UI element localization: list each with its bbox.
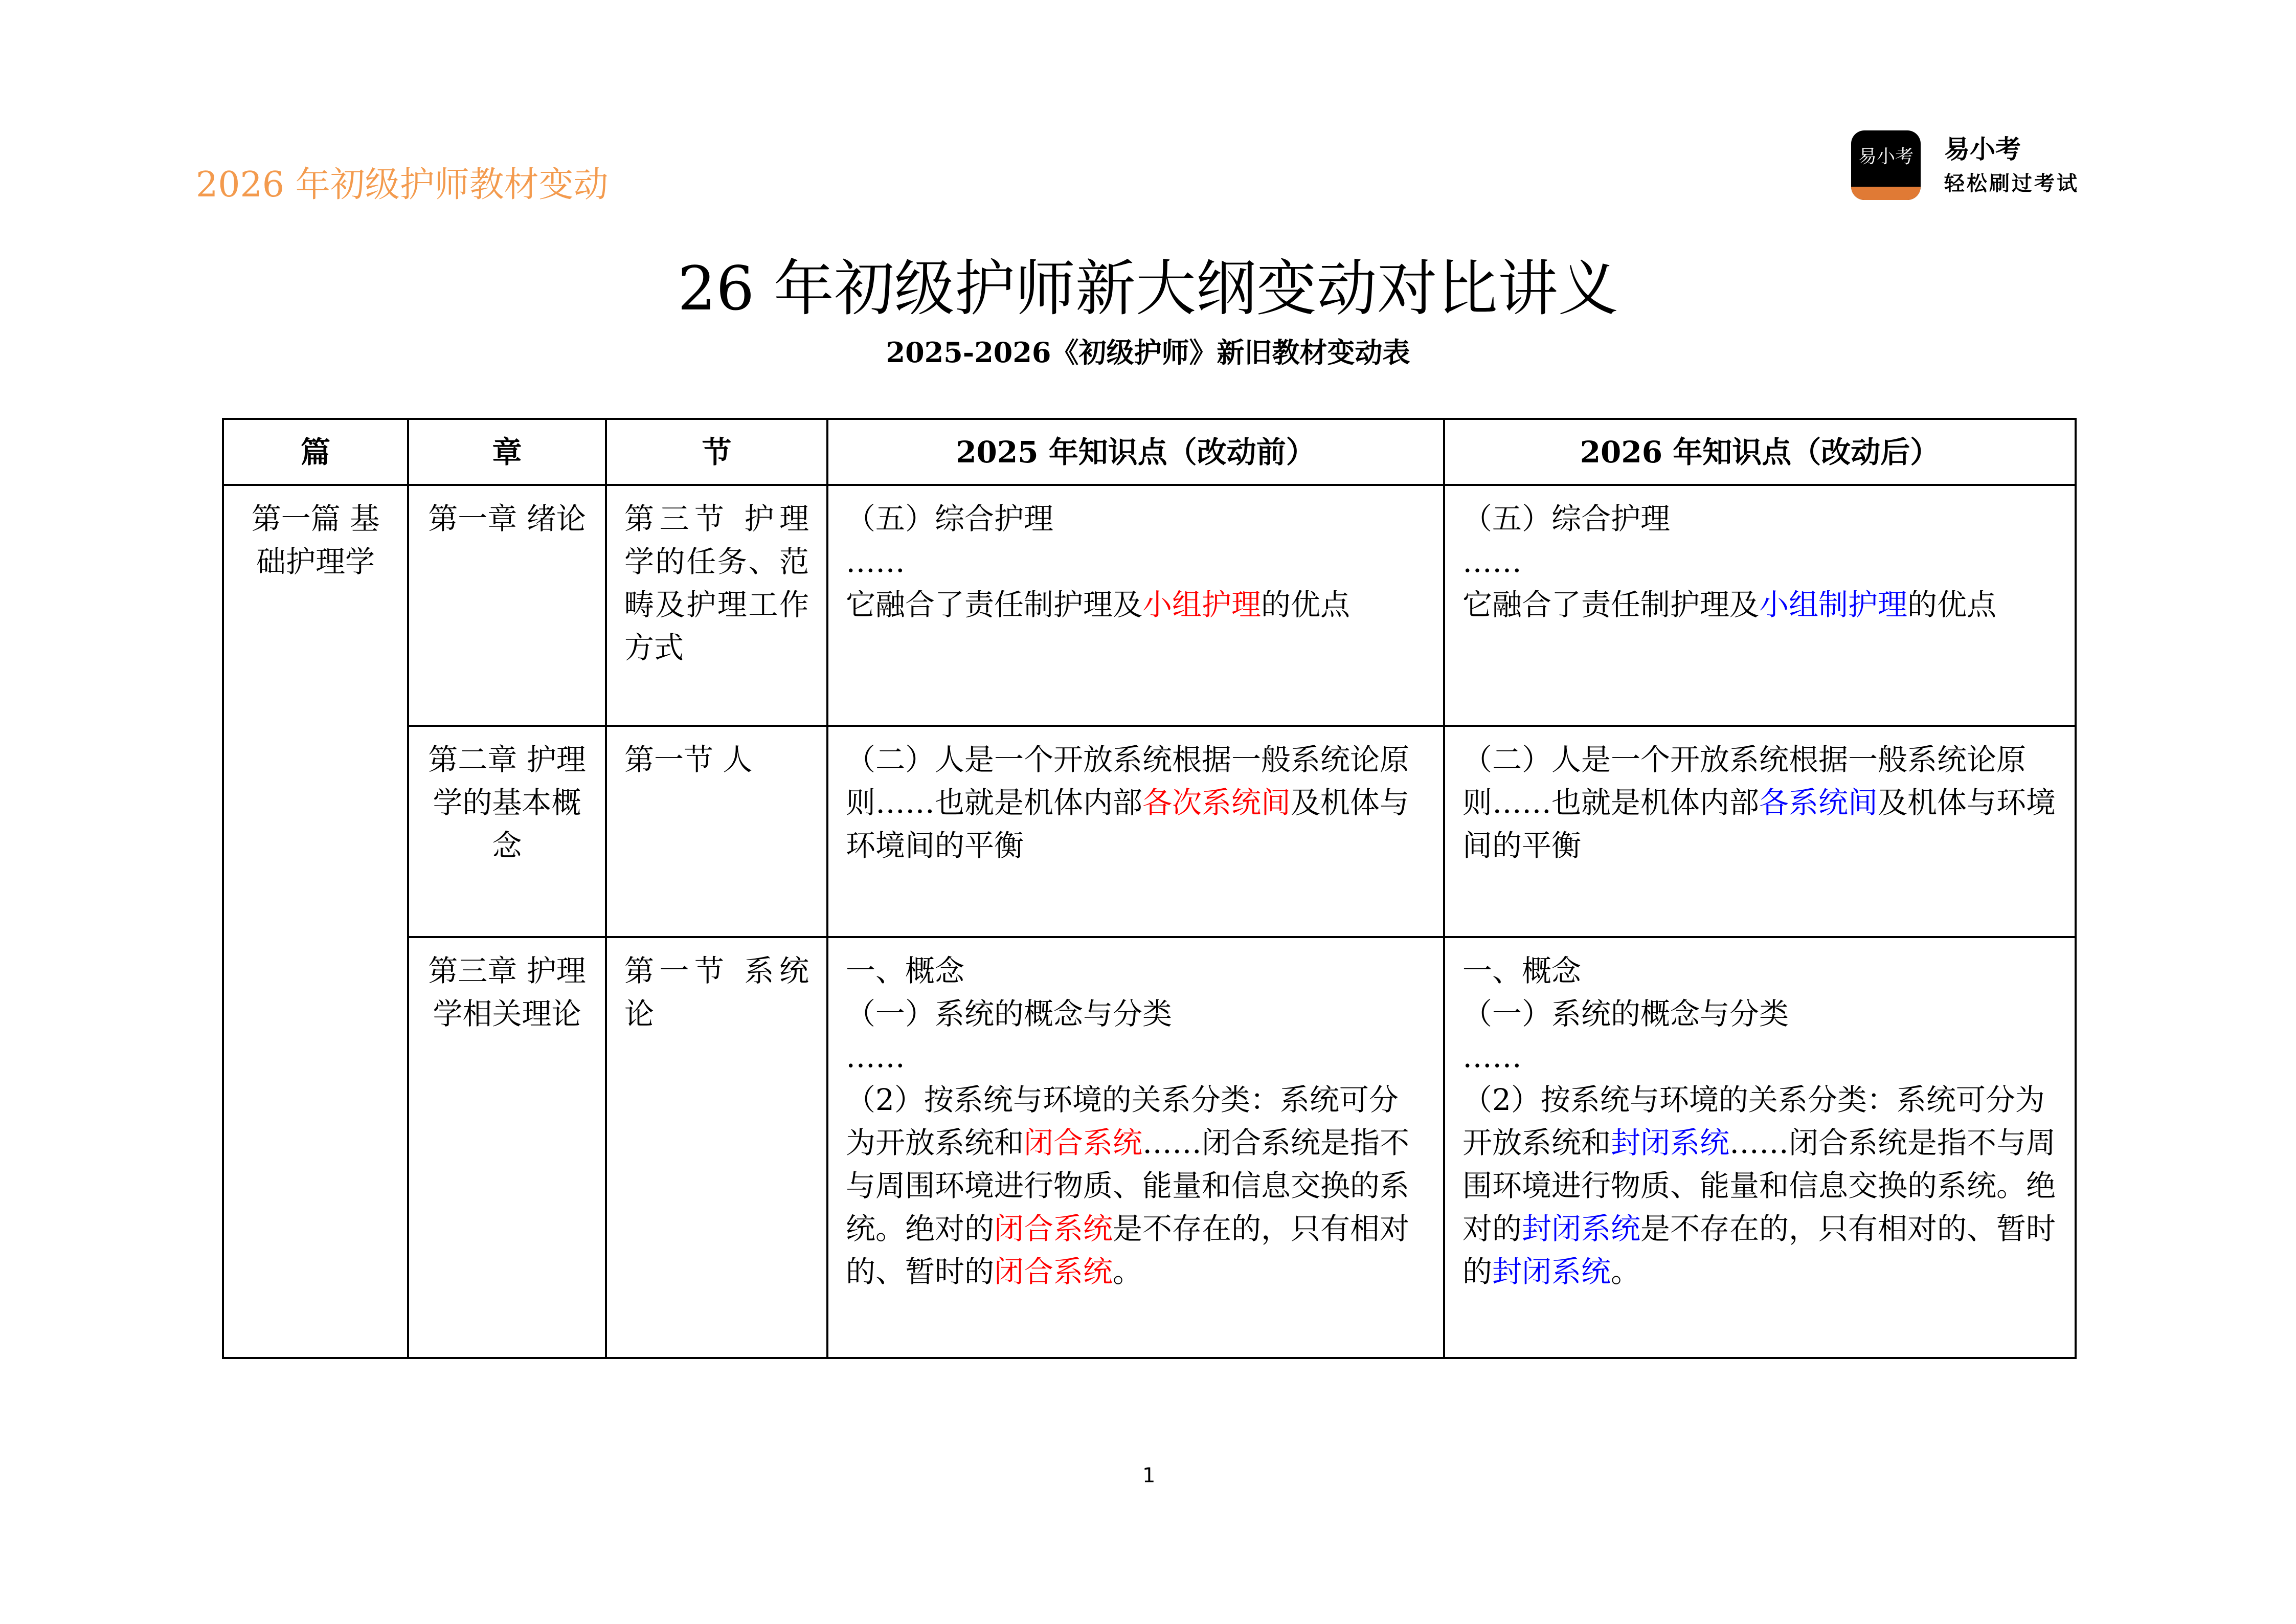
header-before: 2025 年知识点（改动前） [827, 419, 1444, 485]
comparison-table [222, 418, 2077, 1359]
chapter-cell: 第二章 护理学的基本概念 [408, 726, 606, 937]
changed-text-new: 小组制护理 [1759, 587, 1908, 622]
page-number: 1 [1142, 1464, 1156, 1487]
section-cell: 第三节 护理学的任务、范畴及护理工作方式 [606, 485, 827, 726]
changed-text-old: 各次系统间 [1142, 785, 1291, 820]
page-subtitle: 2025-2026《初级护师》新旧教材变动表 [886, 336, 1410, 369]
changed-text-old: 闭合系统 [994, 1211, 1113, 1246]
page-title: 26 年初级护师新大纲变动对比讲义 [678, 253, 1618, 324]
after-cell: 一、概念 （一）系统的概念与分类 …… （2）按系统与环境的关系分类：系统可分为开放系统和封闭系统……闭合系统是指不与周围环境进行物质、能量和信息交换的系统。绝对的封闭系统是不存在的，只有相对的、暂时的封闭系统。 [1444, 937, 2076, 1358]
table-header-row [223, 419, 2076, 485]
before-cell: （二）人是一个开放系统根据一般系统论原则……也就是机体内部各次系统间及机体与环境间的平衡 [827, 726, 1444, 937]
after-cell: （二）人是一个开放系统根据一般系统论原则……也就是机体内部各系统间及机体与环境间的平衡 [1444, 726, 2076, 937]
table-row [223, 937, 2076, 1358]
document-tag: 2026 年初级护师教材变动 [196, 165, 609, 205]
logo-band [1851, 187, 1921, 200]
section-cell: 第一节 系统论 [606, 937, 827, 1358]
app-logo-icon [1851, 130, 1921, 200]
part-cell: 第一篇 基础护理学 [223, 485, 408, 1358]
changed-text-new: 封闭系统 [1611, 1125, 1730, 1160]
table-row [223, 726, 2076, 937]
changed-text-new: 各系统间 [1759, 785, 1878, 820]
header-part: 篇 [223, 419, 408, 485]
changed-text-old: 闭合系统 [994, 1254, 1113, 1289]
brand-name: 易小考 [1944, 135, 2021, 164]
changed-text-old: 闭合系统 [1024, 1125, 1143, 1160]
section-cell: 第一节 人 [606, 726, 827, 937]
logo-text: 易小考 [1858, 146, 1914, 167]
before-cell: （五）综合护理 …… 它融合了责任制护理及小组护理的优点 [827, 485, 1444, 726]
chapter-cell: 第一章 绪论 [408, 485, 606, 726]
before-cell: 一、概念 （一）系统的概念与分类 …… （2）按系统与环境的关系分类：系统可分为开放系统和闭合系统……闭合系统是指不与周围环境进行物质、能量和信息交换的系统。绝对的闭合系统是不存在的，只有相对的、暂时的闭合系统。 [827, 937, 1444, 1358]
table-row [223, 485, 2076, 726]
changed-text-new: 封闭系统 [1522, 1211, 1641, 1246]
after-cell: （五）综合护理 …… 它融合了责任制护理及小组制护理的优点 [1444, 485, 2076, 726]
changed-text-new: 封闭系统 [1492, 1254, 1611, 1289]
header-after: 2026 年知识点（改动后） [1444, 419, 2076, 485]
brand-block [1851, 130, 2079, 200]
header-chapter: 章 [408, 419, 606, 485]
chapter-cell: 第三章 护理学相关理论 [408, 937, 606, 1358]
header-section: 节 [606, 419, 827, 485]
changed-text-old: 小组护理 [1142, 587, 1262, 622]
brand-slogan: 轻松刷过考试 [1944, 172, 2079, 195]
